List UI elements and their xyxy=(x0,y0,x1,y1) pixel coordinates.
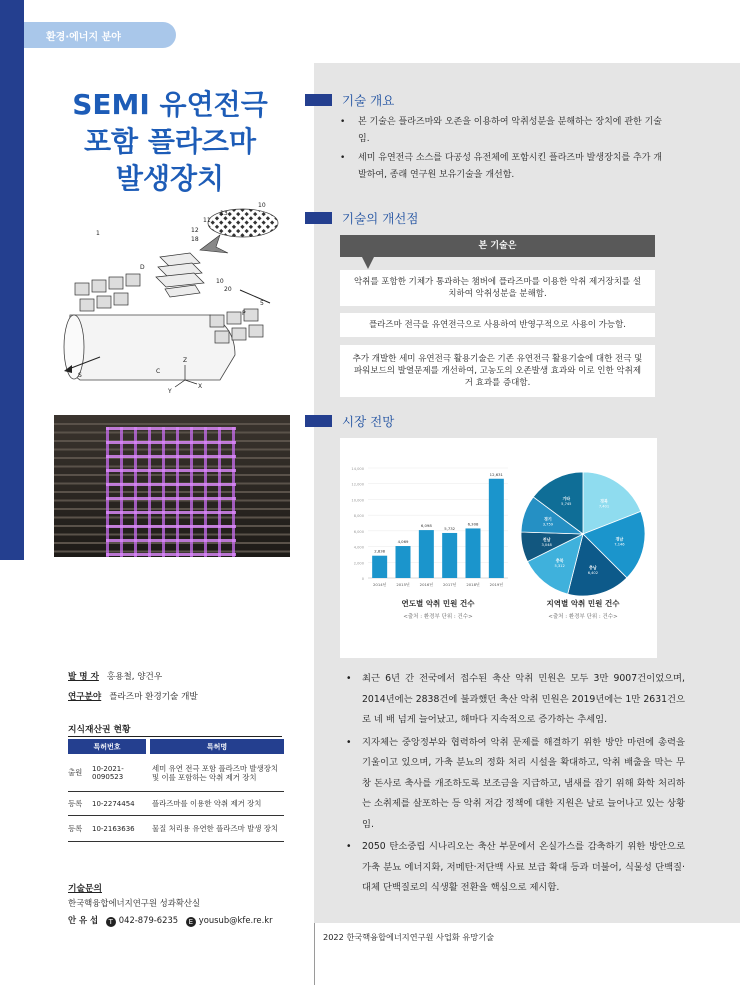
plasma-row xyxy=(106,539,236,542)
table-row xyxy=(68,754,284,792)
plasma-row xyxy=(106,525,236,528)
bar-category-label: 2014년 xyxy=(372,582,387,587)
improvement-item xyxy=(340,313,655,337)
improvement-item xyxy=(340,270,655,306)
contact-email[interactable]: yousub@kfe.re.kr xyxy=(198,915,273,925)
plasma-column xyxy=(204,427,207,557)
plasma-column xyxy=(232,427,235,557)
diagram-label: Z xyxy=(183,357,188,364)
bar-y-tick: 8,000 xyxy=(353,514,364,519)
inventor-key: 발 명 자 xyxy=(68,672,99,682)
plasma-photo xyxy=(54,415,290,557)
photo-rail xyxy=(54,432,290,434)
contact-name: 안 유 섭 xyxy=(68,915,99,925)
heading-marker xyxy=(305,94,332,106)
pie-chart xyxy=(515,438,657,658)
photo-rail xyxy=(54,466,290,468)
plasma-column xyxy=(176,427,179,557)
category-tag-label: 환경·에너지 분야 xyxy=(46,32,121,43)
photo-rail xyxy=(54,423,290,425)
contact-org: 한국핵융합에너지연구원 성과확산실 xyxy=(68,898,201,908)
diagram-label: 5 xyxy=(260,300,264,307)
diagram-label: 1 xyxy=(96,230,100,237)
bar-chart xyxy=(340,438,515,658)
bar-y-tick: 6,000 xyxy=(353,529,364,534)
plasma-row xyxy=(106,511,236,514)
market-bullet: • 2050 탄소중립 시나리오는 축산 부문에서 온실가스를 감축하기 위한 방안으로 가축 분뇨 에너지화, 저메탄·저단백 사료 보급 확대 등과 더불어, 식물성 단백질·대체 단백질로의 식생활 전환을 핵심으로 제시함. xyxy=(340,837,685,899)
improvement-text: 추가 개발한 세미 유연전극 활용기술은 기존 유연전극 활용기술에 대한 전극 및 파워보드의 발열문제를 개선하여, 고농도의 오존발생 효과와 이로 인한 악취제거 효과를 증대함. xyxy=(352,354,643,388)
bar xyxy=(442,533,457,578)
pie-slice-label: 경북 xyxy=(600,498,608,504)
plasma-row xyxy=(106,427,236,430)
bar-value-label: 6,308 xyxy=(467,521,479,527)
bar-value-label: 2,838 xyxy=(374,548,386,554)
bar-category-label: 2016년 xyxy=(419,582,434,587)
bar xyxy=(396,546,411,578)
ip-name: 세미 유연 전극 포함 플라즈마 발생장치 및 이를 포함하는 악취 제거 장치 xyxy=(146,754,284,792)
inventor-row xyxy=(68,670,162,682)
plasma-column xyxy=(162,427,165,557)
diagram-label: P xyxy=(242,310,246,317)
pie-slice-value: 7,401 xyxy=(598,504,610,509)
plasma-row xyxy=(106,455,236,458)
side-accent-bar xyxy=(0,0,24,560)
contact-row xyxy=(68,914,273,927)
overview-bullets xyxy=(340,114,670,186)
pie-slice-label: 경남 xyxy=(615,536,624,542)
diagram-label: Y xyxy=(168,388,172,395)
pie-slice-label: 경기 xyxy=(544,516,552,522)
bar xyxy=(419,530,434,578)
bar-y-tick: 4,000 xyxy=(353,545,364,550)
plasma-column xyxy=(134,427,137,557)
market-bullet: • 최근 6년 간 전국에서 접수된 축산 악취 민원은 모두 3만 9007건이었으며, 2014년에는 2838건에 불과했던 축산 악취 민원은 2019년에는 1만 2631건으로 네 배 넘게 늘어났고, 해마다 지속적으로 증가하는 추세임. xyxy=(340,669,685,731)
photo-rail xyxy=(54,551,290,553)
ip-kind: 등록 xyxy=(68,792,92,816)
pie-slice-value: 7,146 xyxy=(614,542,625,547)
plasma-row xyxy=(106,553,236,556)
improvement-text: 악취를 포함한 기체가 통과하는 챔버에 플라즈마를 이용한 악취 제거장치를 설치하여 악취성분을 분해함. xyxy=(353,277,642,299)
heading-marker xyxy=(305,212,332,224)
page-title-line: SEMI 유연전극 xyxy=(72,88,268,121)
bar-chart-title: 연도별 악취 민원 건수 xyxy=(401,599,475,608)
bar-value-label: 4,069 xyxy=(397,539,409,545)
pie-chart-title: 지역별 악취 민원 건수 xyxy=(546,599,620,608)
email-icon: E xyxy=(186,917,196,927)
improvements-pointer xyxy=(362,257,374,269)
diagram-label: 12 xyxy=(191,227,199,234)
pie-slice-label: 전남 xyxy=(542,536,551,542)
plasma-column xyxy=(148,427,151,557)
improvements-heading-label: 기술의 개선점 xyxy=(342,211,419,226)
photo-rail xyxy=(54,542,290,544)
bar-category-label: 2015년 xyxy=(396,582,410,587)
bar-value-label: 6,098 xyxy=(420,523,432,529)
ip-divider xyxy=(68,736,282,737)
diagram-label: C xyxy=(156,368,161,375)
plasma-column xyxy=(120,427,123,557)
bar-y-tick: 2,000 xyxy=(353,561,364,566)
page-footer: 2022 한국핵융합에너지연구원 사업화 유망기술 xyxy=(323,932,495,942)
photo-rail xyxy=(54,508,290,510)
pie-slice-label: 충북 xyxy=(555,557,564,563)
photo-rail xyxy=(54,491,290,493)
ip-header-name: 특허명 xyxy=(146,739,284,754)
table-row xyxy=(68,816,284,842)
diagram-label: D xyxy=(140,264,145,271)
ip-number: 10-2021-0090523 xyxy=(92,754,146,792)
pie-slice-value: 3,759 xyxy=(542,522,554,527)
market-bullets xyxy=(340,669,685,901)
field-row xyxy=(68,690,198,702)
photo-rail xyxy=(54,449,290,451)
improvement-item xyxy=(340,345,655,397)
diagram-label: 10 xyxy=(258,202,266,209)
heading-marker xyxy=(305,415,332,427)
bar xyxy=(489,479,504,578)
ip-number: 10-2163636 xyxy=(92,816,146,842)
photo-rail xyxy=(54,534,290,536)
plasma-column xyxy=(106,427,109,557)
footer-divider xyxy=(314,923,315,985)
bar-y-tick: 10,000 xyxy=(351,498,364,503)
overview-heading-label: 기술 개요 xyxy=(342,93,395,108)
bar-category-label: 2017년 xyxy=(442,582,457,587)
bar-category-label: 2018년 xyxy=(466,582,480,587)
ip-name: 물질 처리용 유연한 플라즈마 발생 장치 xyxy=(146,816,284,842)
improvements-box-header: 본 기술은 xyxy=(340,235,655,257)
plasma-row xyxy=(106,483,236,486)
market-charts xyxy=(340,438,657,658)
diagram-label: 20 xyxy=(224,286,232,293)
category-tag xyxy=(24,22,176,48)
contact-title: 기술문의 xyxy=(68,884,102,894)
pie-slice-value: 5,745 xyxy=(561,501,572,506)
diagram-label: X xyxy=(198,383,203,390)
pie-slice-label: 기타 xyxy=(562,495,571,501)
ip-number: 10-2274454 xyxy=(92,792,146,816)
diagram-label: 18 xyxy=(191,236,199,243)
bar-y-tick: 0 xyxy=(361,577,364,581)
plasma-column xyxy=(190,427,193,557)
ip-table xyxy=(68,739,284,842)
plasma-column xyxy=(218,427,221,557)
mesh-electrode xyxy=(208,209,278,237)
pie-slice-label: 충남 xyxy=(589,564,597,570)
market-bullet: • 지자체는 중앙정부와 협력하여 악취 문제를 해결하기 위한 방안 마련에 총력을 기울이고 있으며, 가축 분뇨의 정화 처리 시설을 확대하고, 악취 배출을 막는 무창 돈사로 축사를 개조하도록 보조금을 지급하고, 냄새를 잡기 위해 화학 처리하는 소취제를 살포하는 등 악취 저감 정책에 대한 지원은 날로 늘어나고 있는 상황임. xyxy=(340,733,685,836)
overview-bullet: • 세미 유연전극 소스를 다공성 유전체에 포함시킨 플라즈마 발생장치를 추가 개발하여, 종래 연구원 보유기술을 개선함. xyxy=(340,150,670,184)
contact-phone[interactable]: 042-879-6235 xyxy=(118,915,179,925)
plasma-row xyxy=(106,469,236,472)
ip-header-row xyxy=(68,739,284,754)
plasma-row xyxy=(106,441,236,444)
bar-y-tick: 12,000 xyxy=(351,482,364,487)
photo-rail xyxy=(54,474,290,476)
bar-chart-source: <출처 : 환경부 단위 : 건수> xyxy=(403,614,473,620)
bar xyxy=(372,556,387,578)
bar-category-label: 2019년 xyxy=(489,582,504,587)
diagram-label: S xyxy=(78,372,82,379)
ip-name: 플라즈마를 이용한 악취 제거 장치 xyxy=(146,792,284,816)
diagram-label: 10 xyxy=(216,278,224,285)
page-title-line: 발생장치 xyxy=(115,162,225,195)
pie-slice-value: 3,048 xyxy=(541,542,552,547)
page-title xyxy=(40,86,300,197)
inventor-value: 홍용철, 양건우 xyxy=(106,672,163,682)
overview-bullet: • 본 기술은 플라즈마와 오존을 이용하여 악취성분을 분해하는 장치에 관한 기술임. xyxy=(340,114,670,148)
market-heading-label: 시장 전망 xyxy=(342,414,395,429)
field-key: 연구분야 xyxy=(68,692,102,702)
diagram-label: 13 xyxy=(220,210,228,217)
pie-chart-source: <출처 : 환경부 단위 : 건수> xyxy=(548,614,618,620)
bar-value-label: 12,631 xyxy=(489,471,503,477)
ip-header-number: 특허번호 xyxy=(68,739,146,754)
pie-slice-value: 6,402 xyxy=(587,570,599,575)
improvement-text: 플라즈마 전극을 유연전극으로 사용하여 반영구적으로 사용이 가능함. xyxy=(368,320,627,330)
photo-rail xyxy=(54,517,290,519)
phone-icon: T xyxy=(106,917,116,927)
plasma-row xyxy=(106,497,236,500)
bar xyxy=(466,528,481,578)
pie-slice-value: 5,312 xyxy=(554,563,565,568)
device-diagram xyxy=(60,195,285,400)
table-row xyxy=(68,792,284,816)
diagram-label: 11 xyxy=(203,217,211,224)
ip-kind: 등록 xyxy=(68,816,92,842)
field-value: 플라즈마 환경기술 개발 xyxy=(109,692,198,702)
bar-value-label: 5,732 xyxy=(444,525,456,531)
ip-title: 지식재산권 현황 xyxy=(68,725,131,735)
page-title-line: 포함 플라즈마 xyxy=(83,125,257,158)
ip-kind: 출원 xyxy=(68,754,92,792)
bar-y-tick: 14,000 xyxy=(351,467,364,471)
